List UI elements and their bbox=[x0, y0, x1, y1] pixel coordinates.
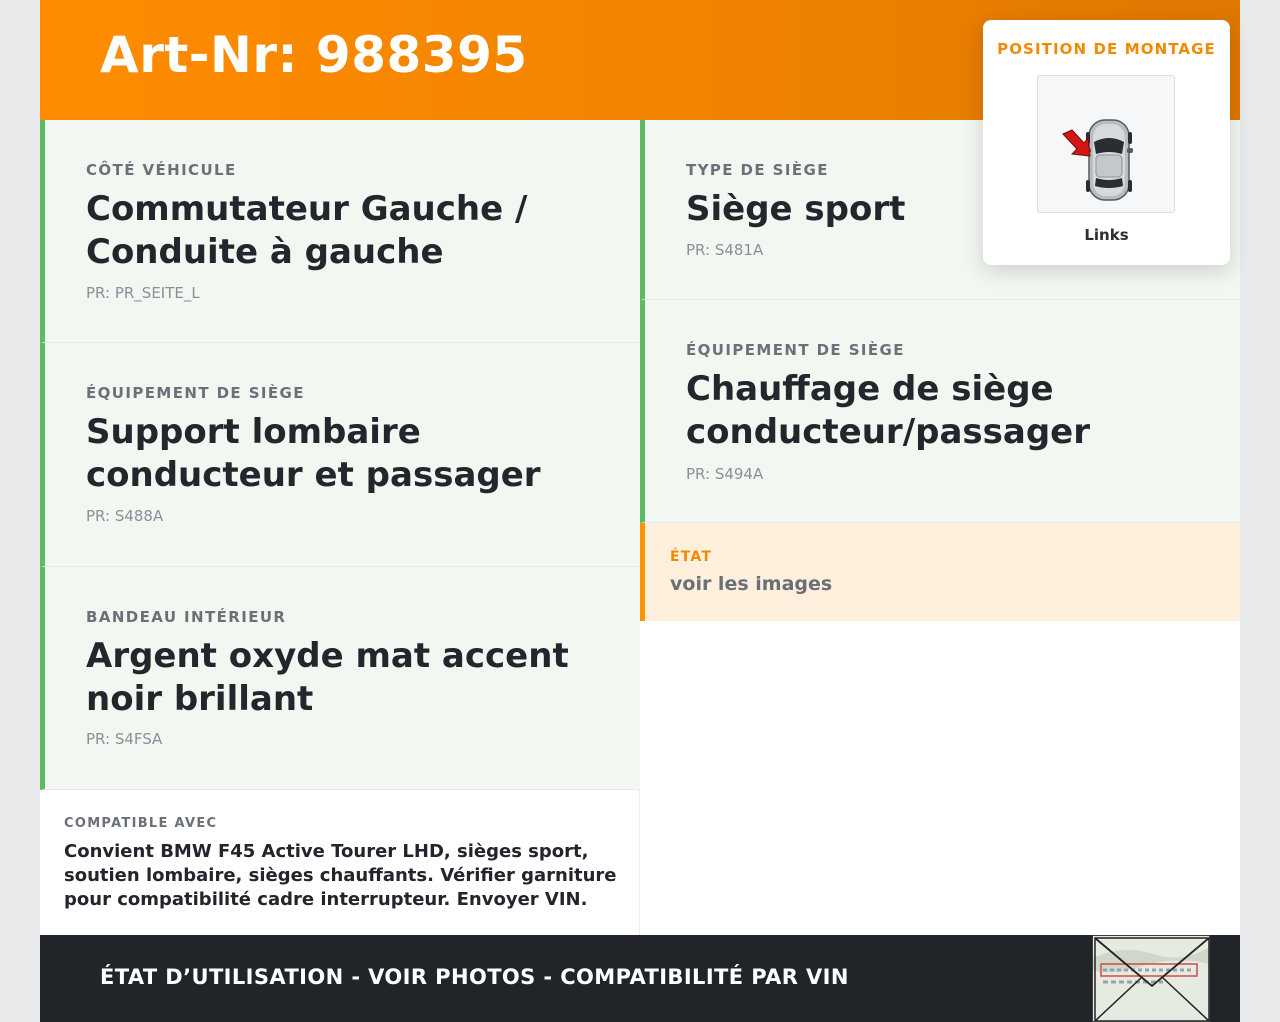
attr-card-lumbar bbox=[40, 343, 640, 567]
state-label: ÉTAT bbox=[670, 549, 713, 565]
attr-pr-code: PR: S481A bbox=[686, 241, 764, 259]
attr-label: ÉQUIPEMENT DE SIÈGE bbox=[686, 341, 905, 359]
attr-pr-code: PR: S488A bbox=[86, 507, 164, 525]
compatibility-text: Convient BMW F45 Active Tourer LHD, sièges sport, soutien lombaire, sièges chauffants. Vérifier garniture pour compatibilité cadre interrupteur. Envoyer VIN. bbox=[64, 841, 617, 910]
attr-label: CÔTÉ VÉHICULE bbox=[86, 161, 237, 179]
attr-pr-code: PR: S4FSA bbox=[86, 730, 163, 748]
red-arrow-icon bbox=[1058, 126, 1098, 166]
attr-label: BANDEAU INTÉRIEUR bbox=[86, 608, 287, 626]
envelope-icon bbox=[1093, 936, 1210, 1022]
attr-pr-code: PR: S494A bbox=[686, 465, 764, 483]
compatibility-label: COMPATIBLE AVEC bbox=[64, 816, 218, 831]
attr-value: Chauffage de siège conducteur/passager bbox=[686, 369, 1090, 452]
label-photo-thumbnail[interactable] bbox=[1092, 935, 1210, 1022]
attr-label: ÉQUIPEMENT DE SIÈGE bbox=[86, 384, 305, 402]
attr-label: TYPE DE SIÈGE bbox=[686, 161, 829, 179]
car-topview-image bbox=[1037, 75, 1175, 213]
attr-value: Argent oxyde mat accent noir brillant bbox=[86, 636, 569, 719]
footer-text: ÉTAT D’UTILISATION - VOIR PHOTOS - COMPATIBILITÉ PAR VIN bbox=[100, 965, 849, 989]
attr-value: Commutateur Gauche / Conduite à gauche bbox=[86, 189, 528, 272]
compatibility-section bbox=[40, 790, 640, 935]
attr-card-vehicle-side bbox=[40, 120, 640, 343]
state-value: voir les images bbox=[670, 573, 833, 595]
state-card bbox=[640, 523, 1240, 621]
attr-value: Siège sport bbox=[686, 189, 906, 229]
attr-pr-code: PR: PR_SEITE_L bbox=[86, 284, 200, 302]
mounting-position-caption: Links bbox=[1084, 226, 1129, 244]
attr-value: Support lombaire conducteur et passager bbox=[86, 412, 541, 495]
attr-card-seat-heating bbox=[640, 300, 1240, 523]
attr-card-trim bbox=[40, 567, 640, 790]
mounting-position-label: POSITION DE MONTAGE bbox=[997, 40, 1216, 58]
footer-bar bbox=[40, 935, 1240, 1022]
mounting-position-card bbox=[983, 20, 1230, 265]
article-number-title: Art-Nr: 988395 bbox=[100, 26, 528, 84]
